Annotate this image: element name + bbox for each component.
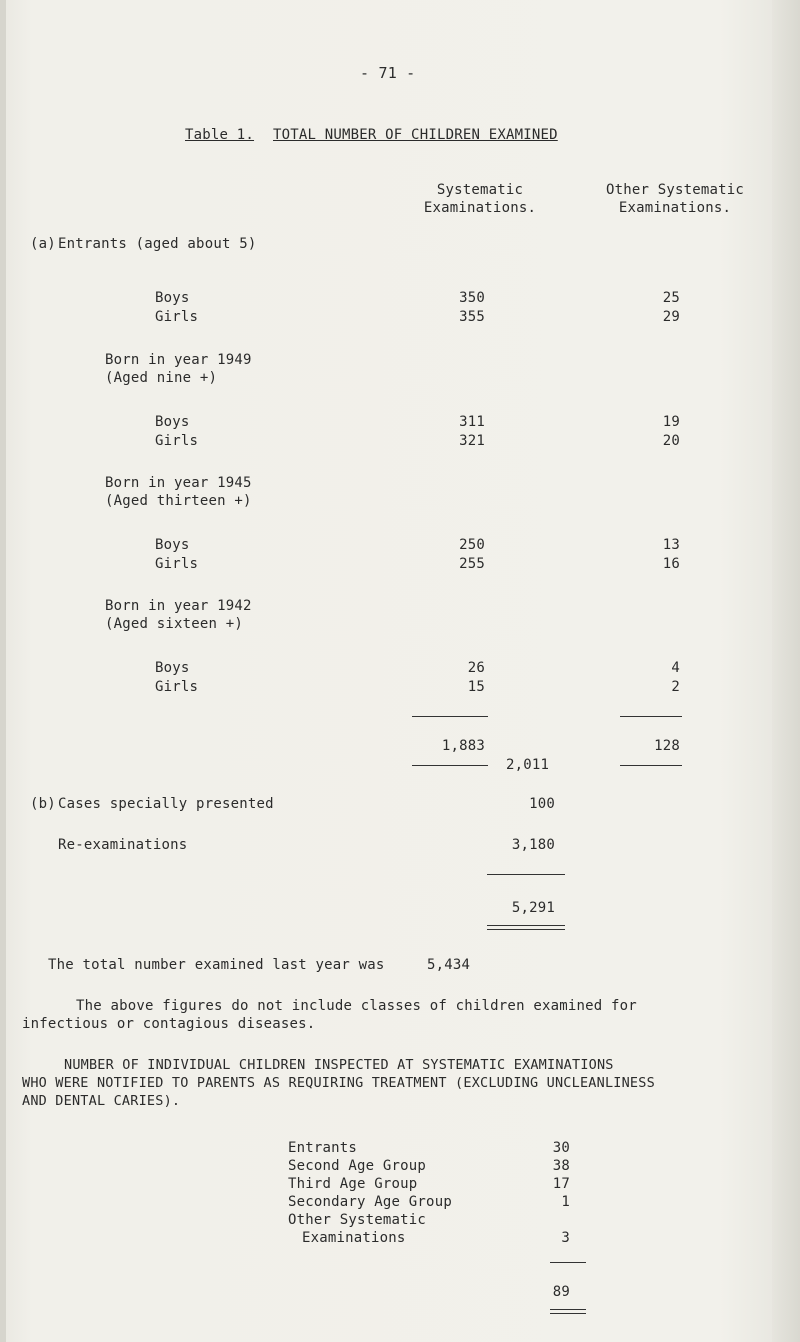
treatment-row-1-label: Second Age Group: [288, 1158, 427, 1174]
group-2-row-1-other: 16: [662, 556, 680, 572]
note-line-2: infectious or contagious diseases.: [22, 1016, 316, 1032]
group-1-row-0-label: Boys: [155, 414, 190, 430]
group-1-row-0-sys: 311: [459, 414, 485, 430]
group-0-row-1-sys: 355: [459, 309, 485, 325]
group-2-row-1-sys: 255: [459, 556, 485, 572]
last-year-value: 5,434: [427, 957, 471, 973]
treatment-row-3-label: Secondary Age Group: [288, 1194, 452, 1210]
group-0-row-1-other: 29: [662, 309, 680, 325]
col-header-other-line1: Other Systematic: [605, 182, 745, 198]
section-a-marker: (a): [30, 236, 56, 252]
other-systematic-total: 128: [654, 738, 680, 754]
group-3-row-0-sys: 26: [467, 660, 485, 676]
grand-total-double-rule: [487, 925, 565, 930]
grand-total-rule: [487, 874, 565, 875]
treatment-total-rule: [550, 1262, 586, 1263]
col-header-systematic-line2: Examinations.: [423, 200, 537, 216]
treatment-row-2-value: 17: [552, 1176, 570, 1192]
treatment-heading-line-1: NUMBER OF INDIVIDUAL CHILDREN INSPECTED AT SYSTEMATIC EXAMINATIONS: [64, 1057, 614, 1073]
col-header-systematic-line1: Systematic: [436, 182, 524, 198]
section-b-marker: (b): [30, 796, 56, 812]
section-a-heading: Entrants (aged about 5): [58, 236, 257, 252]
group-1-row-1-other: 20: [662, 433, 680, 449]
group-1-heading-line2: (Aged nine +): [105, 370, 218, 386]
group-2-heading-line2: (Aged thirteen +): [105, 493, 252, 509]
group-0-row-1-label: Girls: [155, 309, 199, 325]
treatment-row-1-value: 38: [552, 1158, 570, 1174]
section-b-row-1-value: 3,180: [511, 837, 555, 853]
col-header-other-line2: Examinations.: [618, 200, 732, 216]
page-number: - 71 -: [360, 64, 416, 82]
section-b-row-0-value: 100: [529, 796, 555, 812]
treatment-row-4-label: Other Systematic: [288, 1212, 427, 1228]
group-2-heading-line1: Born in year 1945: [105, 475, 252, 491]
group-2-row-0-other: 13: [662, 537, 680, 553]
group-1-row-1-label: Girls: [155, 433, 199, 449]
group-3-heading-line2: (Aged sixteen +): [105, 616, 244, 632]
treatment-heading-line-2: WHO WERE NOTIFIED TO PARENTS AS REQUIRING TREATMENT (EXCLUDING UNCLEANLINESS: [22, 1075, 655, 1091]
treatment-row-3-value: 1: [561, 1194, 570, 1210]
treatment-total: 89: [552, 1284, 570, 1300]
section-a-combined-total: 2,011: [506, 757, 550, 773]
table-label: Table 1.: [185, 127, 255, 143]
group-0-row-0-sys: 350: [459, 290, 485, 306]
total-rule-systematic: [412, 765, 488, 766]
page-edge-left: [0, 0, 6, 1342]
treatment-row-0-value: 30: [552, 1140, 570, 1156]
group-2-row-0-label: Boys: [155, 537, 190, 553]
treatment-row-2-label: Third Age Group: [288, 1176, 418, 1192]
treatment-heading-line-3: AND DENTAL CARIES).: [22, 1093, 181, 1109]
group-3-row-1-sys: 15: [467, 679, 485, 695]
subtotal-rule-other: [620, 716, 682, 717]
last-year-text: The total number examined last year was: [48, 957, 385, 973]
section-b-row-0-label: Cases specially presented: [58, 796, 274, 812]
subtotal-rule-systematic: [412, 716, 488, 717]
group-0-row-0-other: 25: [662, 290, 680, 306]
grand-total: 5,291: [511, 900, 555, 916]
group-3-row-1-other: 2: [671, 679, 680, 695]
group-1-heading-line1: Born in year 1949: [105, 352, 252, 368]
systematic-total: 1,883: [441, 738, 485, 754]
group-3-row-1-label: Girls: [155, 679, 199, 695]
note-line-1: The above figures do not include classes of children examined for: [76, 998, 637, 1014]
group-3-heading-line1: Born in year 1942: [105, 598, 252, 614]
group-3-row-0-label: Boys: [155, 660, 190, 676]
group-1-row-0-other: 19: [662, 414, 680, 430]
group-2-row-0-sys: 250: [459, 537, 485, 553]
treatment-total-double-rule: [550, 1309, 586, 1314]
total-rule-other: [620, 765, 682, 766]
treatment-row-0-label: Entrants: [288, 1140, 358, 1156]
group-1-row-1-sys: 321: [459, 433, 485, 449]
group-2-row-1-label: Girls: [155, 556, 199, 572]
treatment-row-5-value: 3: [561, 1230, 570, 1246]
treatment-row-5-label: Examinations: [302, 1230, 406, 1246]
table-title: TOTAL NUMBER OF CHILDREN EXAMINED: [273, 127, 558, 143]
section-b-row-1-label: Re-examinations: [58, 837, 188, 853]
group-3-row-0-other: 4: [671, 660, 680, 676]
group-0-row-0-label: Boys: [155, 290, 190, 306]
page-edge-right: [772, 0, 800, 1342]
